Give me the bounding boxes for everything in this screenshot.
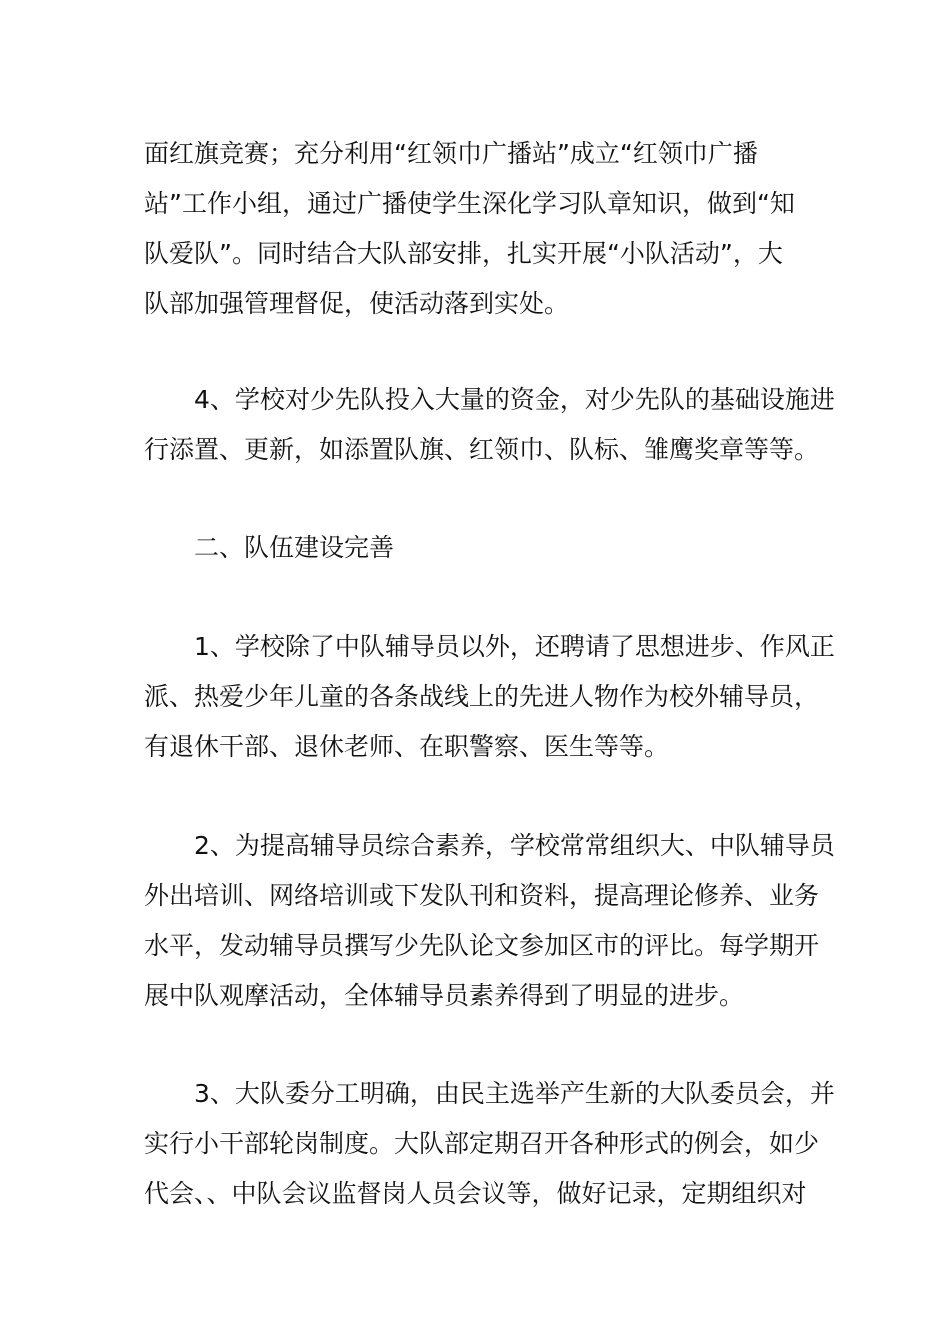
paragraph-red-flag-broadcast: [144, 129, 814, 329]
paragraph-item-1-counselors: [144, 622, 835, 772]
text-line: 2、为提高辅导员综合素养，学校常常组织大、中队辅导员: [194, 831, 835, 860]
text-line: 水平，发动辅导员撰写少先队论文参加区市的评比。每学期开: [144, 931, 820, 960]
paragraph-item-4-funding: [144, 375, 835, 475]
text-line: 队爱队”。同时结合大队部安排，扎实开展“小队活动”，大: [144, 239, 783, 268]
section-heading-team-building: [144, 523, 814, 573]
text-line: 实行小干部轮岗制度。大队部定期召开各种形式的例会，如少: [144, 1129, 820, 1158]
text-line: 代会、、中队会议监督岗人员会议等，做好记录，定期组织对: [144, 1179, 807, 1208]
text-line: 有退休干部、退休老师、在职警察、医生等等。: [144, 732, 670, 761]
paragraph-item-3-committee: [144, 1069, 835, 1219]
text-line: 3、大队委分工明确，由民主选举产生新的大队委员会，并: [194, 1079, 835, 1108]
text-line: 4、学校对少先队投入大量的资金，对少先队的基础设施进: [194, 385, 835, 414]
text-line: 站”工作小组，通过广播使学生深化学习队章知识，做到“知: [144, 189, 795, 218]
text-line: 面红旗竞赛；充分利用“红领巾广播站”成立“红领巾广播: [144, 139, 758, 168]
section-heading: 二、队伍建设完善: [194, 533, 395, 562]
text-line: 队部加强管理督促，使活动落到实处。: [144, 289, 570, 318]
text-line: 外出培训、网络培训或下发队刊和资料，提高理论修养、业务: [144, 881, 820, 910]
text-line: 1、学校除了中队辅导员以外，还聘请了思想进步、作风正: [194, 632, 835, 661]
paragraph-item-2-training: [144, 821, 835, 1021]
text-line: 展中队观摩活动，全体辅导员素养得到了明显的进步。: [144, 981, 745, 1010]
text-line: 行添置、更新，如添置队旗、红领巾、队标、雏鹰奖章等等。: [144, 435, 820, 464]
text-line: 派、热爱少年儿童的各条战线上的先进人物作为校外辅导员，: [144, 682, 820, 711]
